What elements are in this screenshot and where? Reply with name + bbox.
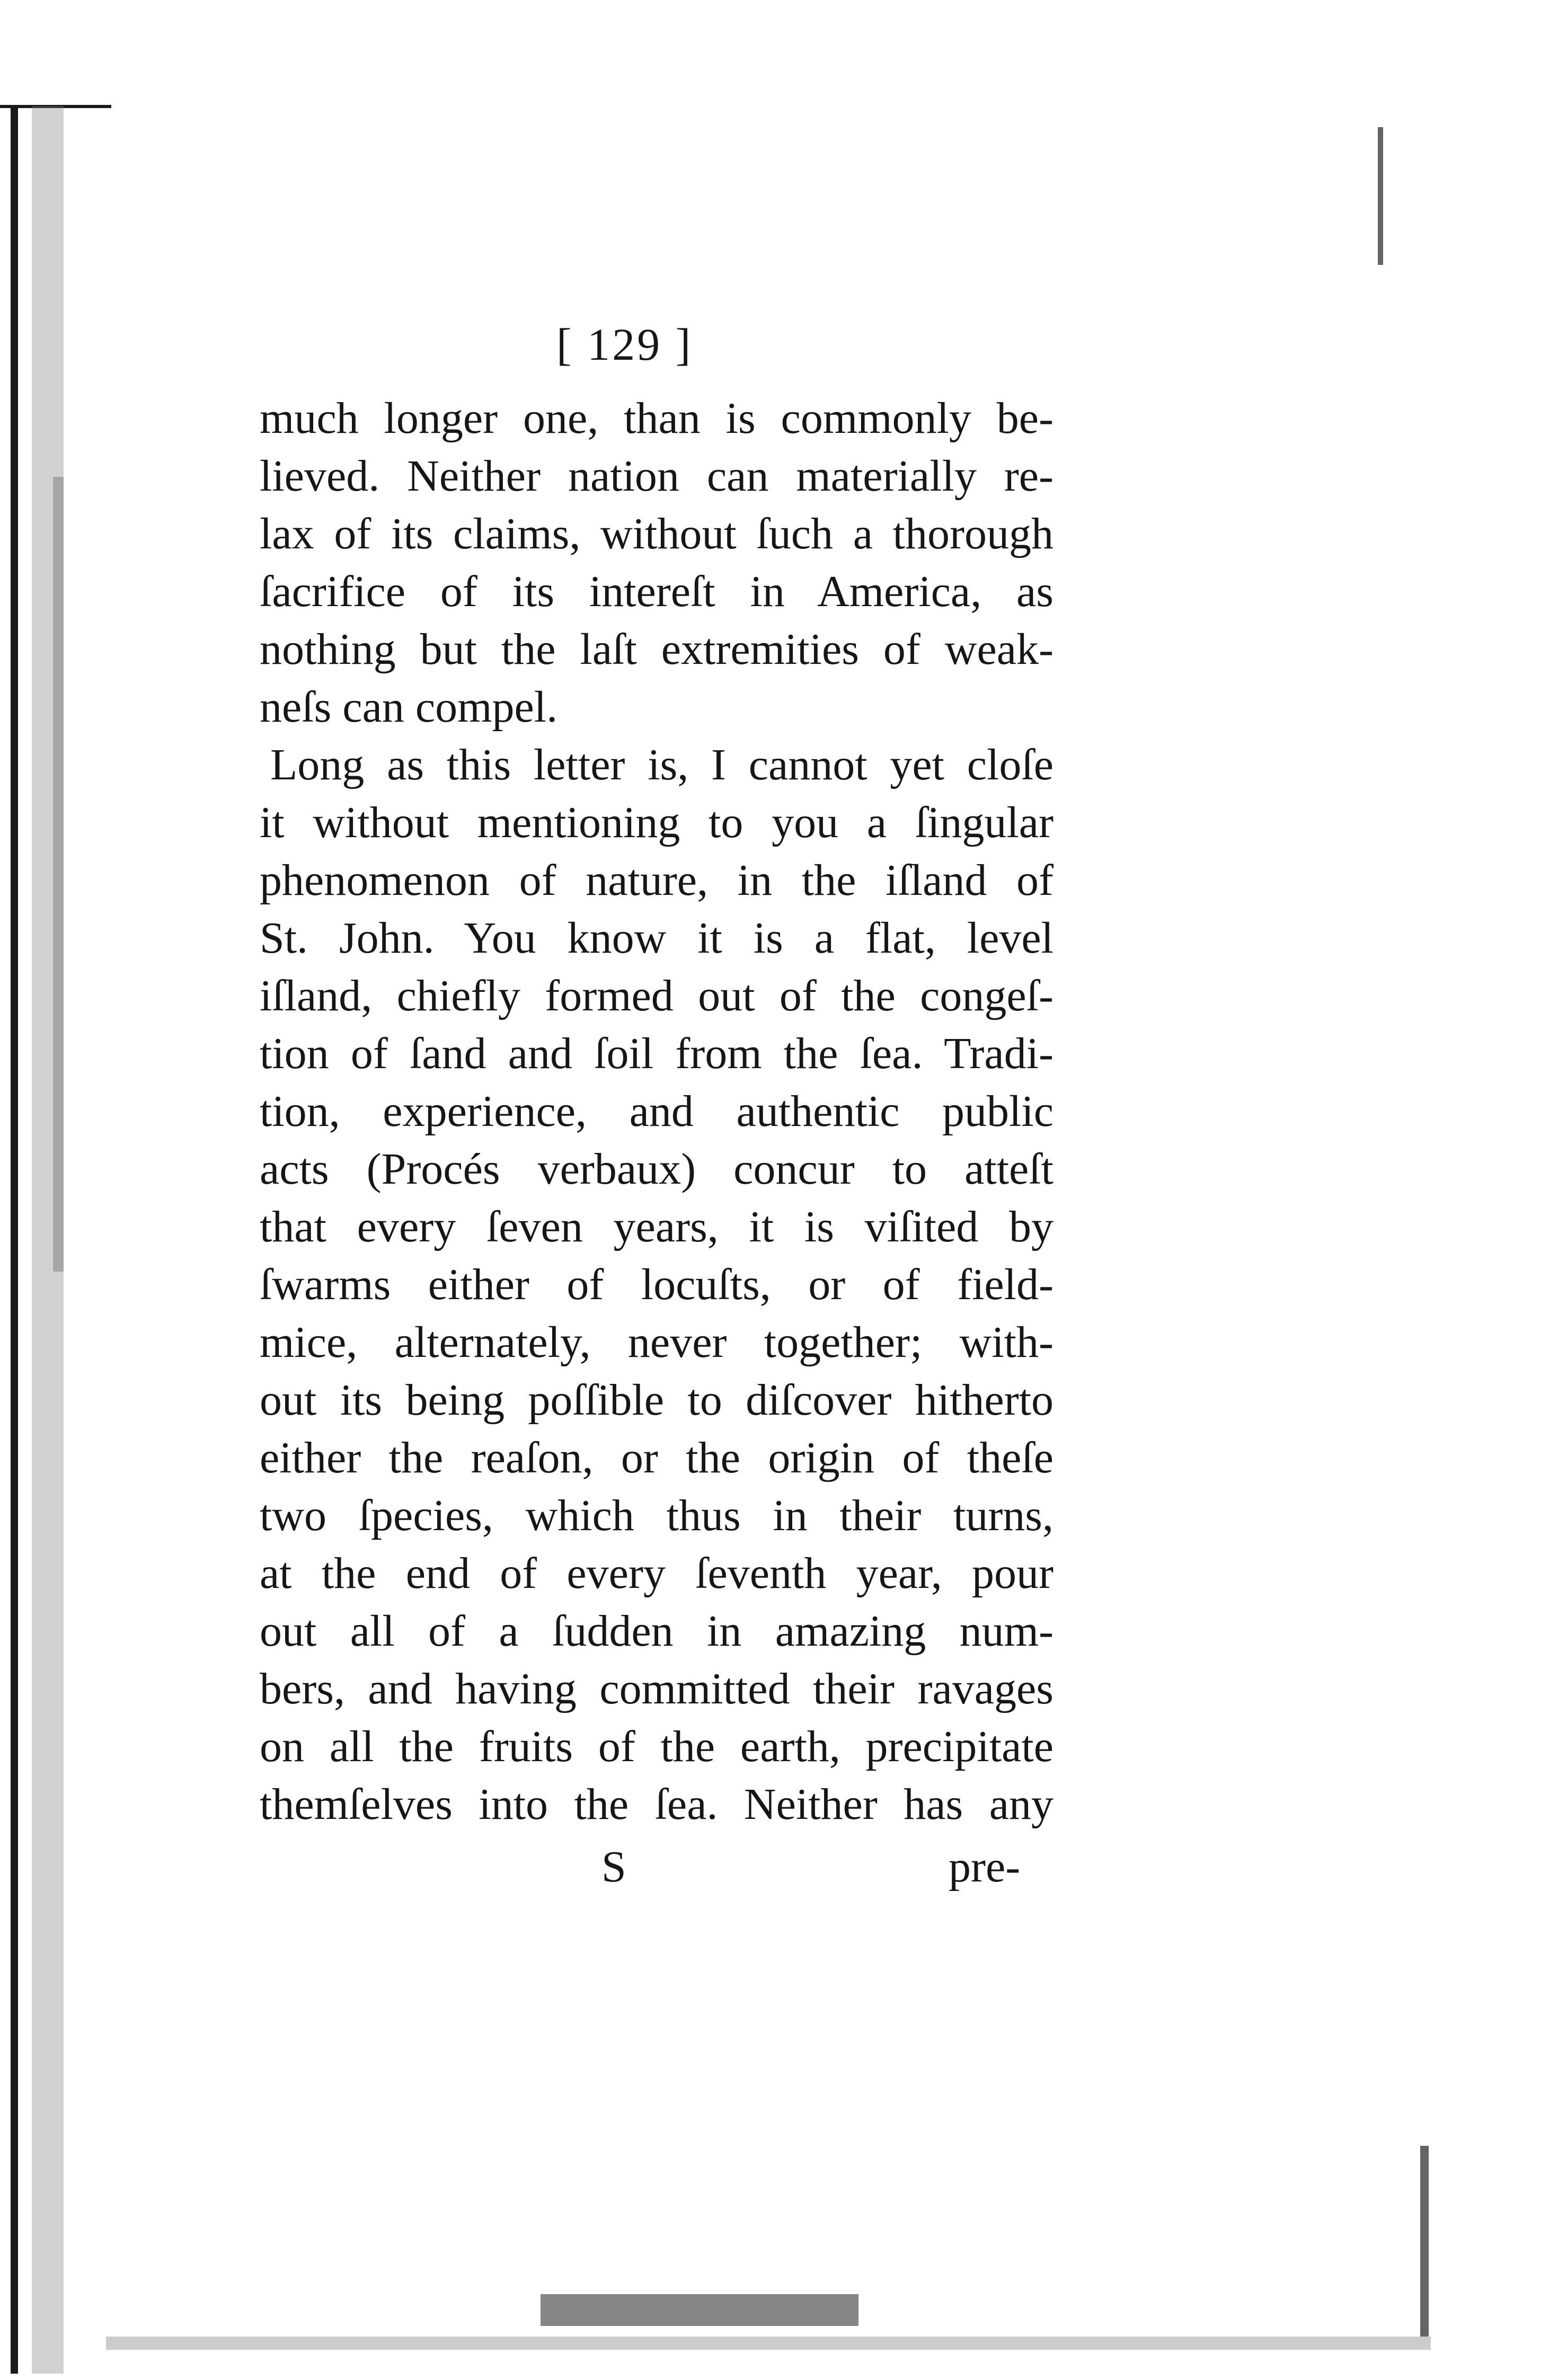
- text-line: two ſpecies, which thus in their turns,: [260, 1491, 1054, 1540]
- text-line: out all of a ſudden in amazing num-: [260, 1606, 1054, 1656]
- text-line: out its being poſſible to diſcover hitherto: [260, 1375, 1054, 1425]
- text-line: ſwarms either of locuſts, or of field-: [260, 1260, 1054, 1309]
- binding-stain: [53, 477, 64, 1272]
- text-line: lieved. Neither nation can materially re-: [260, 451, 1054, 501]
- text-line: neſs can compel.: [260, 682, 558, 732]
- signature-mark: S: [601, 1842, 626, 1891]
- text-line: acts (Procés verbaux) concur to atteſt: [260, 1144, 1054, 1194]
- page-number-header: [ 129 ]: [556, 319, 693, 370]
- text-line: it without mentioning to you a ſingular: [260, 798, 1054, 847]
- text-line: nothing but the laſt extremities of weak-: [260, 625, 1054, 674]
- body-text: [260, 389, 1054, 1833]
- bottom-smudge: [106, 2337, 1431, 2350]
- text-line: that every ſeven years, it is viſited by: [260, 1202, 1054, 1251]
- text-line: iſland, chiefly formed out of the congeſ-: [260, 971, 1054, 1020]
- text-line: on all the fruits of the earth, precipitate: [260, 1722, 1054, 1771]
- text-line: much longer one, than is commonly be-: [260, 394, 1054, 443]
- text-line: phenomenon of nature, in the iſland of: [260, 856, 1054, 905]
- text-line: themſelves into the ſea. Neither has any: [260, 1780, 1054, 1829]
- text-line: at the end of every ſeventh year, pour: [260, 1549, 1054, 1598]
- text-line: tion, experience, and authentic public: [260, 1087, 1054, 1136]
- text-line: mice, alternately, never together; with-: [260, 1318, 1054, 1367]
- binding-line: [11, 106, 18, 2374]
- text-line: lax of its claims, without ſuch a thorough: [260, 509, 1054, 558]
- text-line: either the reaſon, or the origin of theſe: [260, 1433, 1054, 1482]
- text-line: bers, and having committed their ravages: [260, 1664, 1054, 1713]
- text-line: Long as this letter is, I cannot yet cloſe: [270, 740, 1054, 789]
- text-line: ſacrifice of its intereſt in America, as: [260, 567, 1054, 616]
- right-edge-mark: [1378, 127, 1383, 265]
- catchword: pre-: [949, 1842, 1021, 1891]
- text-line: St. John. You know it is a flat, level: [260, 913, 1054, 963]
- bottom-ink-blot: [541, 2294, 858, 2326]
- right-edge-mark-bottom: [1420, 2146, 1429, 2337]
- text-line: tion of ſand and ſoil from the ſea. Tradi-: [260, 1029, 1054, 1078]
